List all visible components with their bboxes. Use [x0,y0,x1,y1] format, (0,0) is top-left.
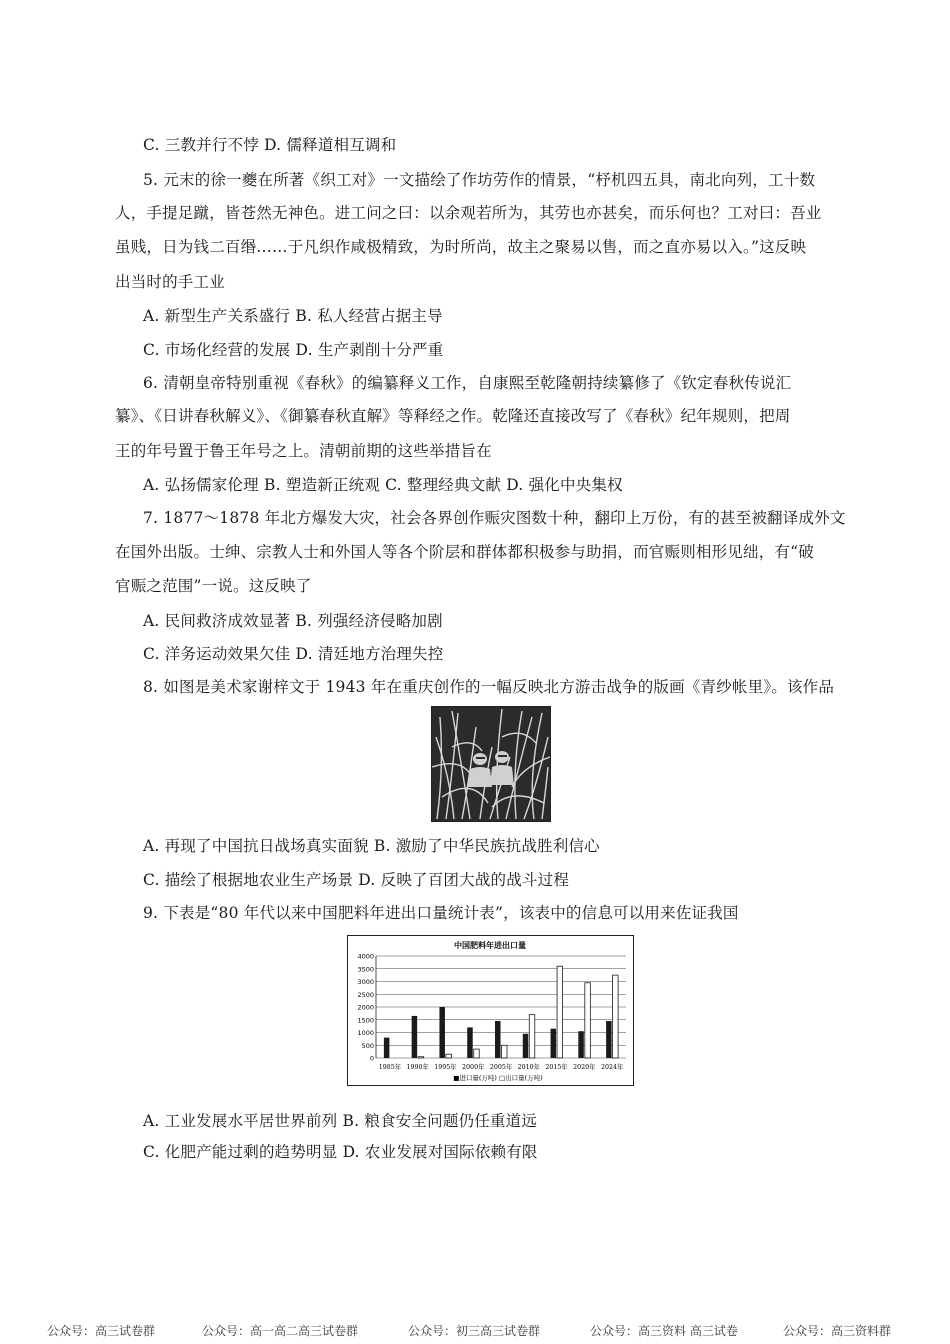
footer-watermark-4: 公众号：高三资料 高三试卷 [590,1324,738,1338]
q4-options-cd: C. 三教并行不悖 D. 儒释道相互调和 [143,136,397,154]
bar-export [529,1015,535,1058]
chart-title: 中国肥料年进出口量 [454,941,526,950]
bar-import [551,1029,557,1058]
q7-options-cd: C. 洋务运动效果欠佳 D. 清廷地方治理失控 [143,645,444,663]
q8-options-ab: A. 再现了中国抗日战场真实面貌 B. 激励了中华民族抗战胜利信心 [143,837,600,855]
footer-watermark-3: 公众号：初三高三试卷群 [408,1324,541,1338]
y-tick-label: 2500 [357,990,374,999]
x-tick-label: 2020年 [573,1064,596,1071]
q7-stem-line-3: 官赈之范围”一说。这反映了 [115,577,312,595]
q7-stem-line-1: 7. 1877～1878 年北方爆发大灾，社会各界创作赈灾图数十种，翻印上万份，有的甚至被翻译成外文 [143,509,846,527]
bar-export [613,975,619,1058]
y-tick-label: 0 [369,1054,374,1063]
q5-options-ab: A. 新型生产关系盛行 B. 私人经营占据主导 [143,307,443,325]
q8-options-cd: C. 描绘了根据地农业生产场景 D. 反映了百团大战的战斗过程 [143,871,570,889]
q5-stem-line-2: 人，手提足蹴，皆苍然无神色。进工问之曰：以余观若所为，其劳也亦甚矣，而乐何也？工对曰：吾业 [115,204,822,222]
q9-stem: 9. 下表是“80 年代以来中国肥料年进出口量统计表”，该表中的信息可以用来佐证我国 [143,904,739,922]
woodcut-print-image [431,706,551,822]
q6-options: A. 弘扬儒家伦理 B. 塑造新正统观 C. 整理经典文献 D. 强化中央集权 [143,476,623,494]
bar-export [474,1049,480,1058]
y-tick-label: 1500 [357,1016,374,1025]
q9-options-cd: C. 化肥产能过剩的趋势明显 D. 农业发展对国际依赖有限 [143,1143,538,1161]
footer-watermark-5: 公众号：高三资料群 [783,1324,892,1338]
x-tick-label: 2010年 [517,1064,540,1071]
x-tick-label: 2015年 [545,1064,568,1071]
bar-export [585,983,591,1058]
y-tick-label: 4000 [357,952,374,961]
q9-options-ab: A. 工业发展水平居世界前列 B. 粮食安全问题仍任重道远 [143,1112,538,1130]
x-tick-label: 2000年 [462,1064,485,1071]
x-tick-label: 2005年 [489,1064,513,1071]
fertilizer-chart-svg [348,936,633,1085]
q5-options-cd: C. 市场化经营的发展 D. 生产剥削十分严重 [143,341,444,359]
fertilizer-chart [347,935,634,1086]
y-tick-label: 500 [361,1041,374,1050]
q7-options-ab: A. 民间救济成效显著 B. 列强经济侵略加剧 [143,612,443,630]
bar-export [557,966,563,1058]
q5-stem-line-3: 虽贱，日为钱二百缗……于凡织作咸极精致，为时所尚，故主之聚易以售，而之直亦易以入。”这反映 [115,238,807,256]
q5-stem-line-1: 5. 元末的徐一夔在所著《织工对》一文描绘了作坊劳作的情景，“杼机四五具，南北向列，工十数 [143,171,816,189]
x-tick-label: 1985年 [378,1064,402,1071]
footer-watermark-2: 公众号：高一高二高三试卷群 [202,1324,359,1338]
q6-stem-line-1: 6. 清朝皇帝特别重视《春秋》的编纂释义工作，自康熙至乾隆朝持续纂修了《钦定春秋传说汇 [143,374,792,392]
x-tick-label: 1995年 [434,1064,457,1071]
bar-import [606,1021,612,1058]
q7-stem-line-2: 在国外出版。士绅、宗教人士和外国人等各个阶层和群体都积极参与助捐，而官赈则相形见绌，有“破 [115,543,814,561]
q8-stem: 8. 如图是美术家谢梓文于 1943 年在重庆创作的一幅反映北方游击战争的版画《青纱帐里》。该作品 [143,678,835,696]
x-tick-label: 1990年 [406,1064,429,1071]
y-tick-label: 3500 [357,965,374,974]
bar-import [439,1007,445,1058]
bar-import [578,1031,584,1058]
chart-legend: ■进口量(万吨) □出口量(万吨) [453,1074,543,1082]
bar-import [412,1016,418,1058]
footer-watermark-1: 公众号：高三试卷群 [47,1324,156,1338]
y-tick-label: 2000 [357,1003,374,1012]
bar-export [418,1057,424,1058]
q5-stem-line-4: 出当时的手工业 [115,273,225,291]
bar-import [384,1038,390,1058]
y-tick-label: 3000 [357,978,374,986]
bar-import [495,1021,501,1058]
q6-stem-line-3: 王的年号置于鲁王年号之上。清朝前期的这些举措旨在 [115,442,492,460]
bar-export [446,1054,452,1058]
q6-stem-line-2: 纂》、《日讲春秋解义》、《御纂春秋直解》等释经之作。乾隆还直接改写了《春秋》纪年规则，把周 [115,407,791,425]
bar-export [502,1045,508,1058]
bar-import [467,1027,473,1058]
x-tick-label: 2024年 [600,1064,624,1071]
y-tick-label: 1000 [357,1029,374,1037]
bar-import [523,1034,529,1058]
